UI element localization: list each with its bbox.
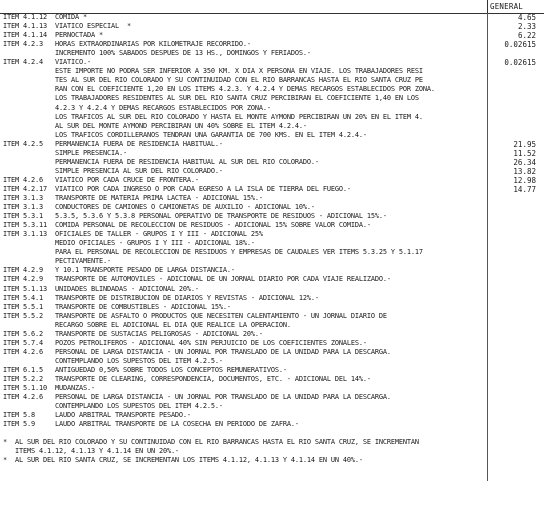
header-divider bbox=[487, 0, 488, 13]
general-value: 0.02615 bbox=[504, 58, 536, 68]
document-line: ITEM 5.5.2 TRANSPORTE DE ASFALTO O PRODUCTOS QUE NECESITEN CALENTAMIENTO - UN JORNAL DIARIO DE bbox=[3, 311, 387, 320]
general-value: 12.98 bbox=[513, 175, 536, 185]
document-line: LOS TRABAJADORES RESIDENTES AL SUR DEL RIO SANTA CRUZ PERCIBIRAN EL COEFICIENTE 1,40 EN LOS bbox=[3, 94, 419, 103]
general-value: 4.65 bbox=[517, 13, 536, 22]
general-value: 14.77 bbox=[513, 184, 536, 194]
document-line: ITEMS 4.1.12, 4.1.13 Y 4.1.14 EN UN 20%.- bbox=[3, 447, 179, 456]
values-column-divider bbox=[487, 13, 488, 481]
document-line: CONTEMPLANDO LOS SUPESTOS DEL ITEM 4.2.5.- bbox=[3, 356, 223, 365]
document-line: PERMANENCIA FUERA DE RESIDENCIA HABITUAL AL SUR DEL RIO COLORADO.- bbox=[3, 157, 319, 166]
document-line: PECTIVAMENTE.- bbox=[3, 257, 111, 266]
document-line: ITEM 5.1.10 MUDANZAS.- bbox=[3, 384, 95, 393]
document-line: ITEM 5.7.4 POZOS PETROLIFEROS - ADICIONAL 40% SIN PERJUICIO DE LOS COEFICIENTES ZONALES.- bbox=[3, 338, 367, 347]
document-line: RAN CON EL COEFICIENTE 1,20 EN LOS ITEMS 4.2.3. Y 4.2.4 Y DEMAS RECARGOS ESTABLECIDOS POR ZONA. bbox=[3, 85, 435, 94]
document-line: ITEM 4.2.9 Y 10.1 TRANSPORTE PESADO DE LARGA DISTANCIA.- bbox=[3, 266, 235, 275]
document-line: ITEM 4.2.9 TRANSPORTE DE AUTOMOVILES - ADICIONAL DE UN JORNAL DIARIO POR CADA VIAJE REALIZADO.- bbox=[3, 275, 391, 284]
document-line: ITEM 5.6.2 TRANSPORTE DE SUSTACIAS PELIGROSAS - ADICIONAL 20%.- bbox=[3, 329, 263, 338]
document-line: ITEM 5.5.1 TRANSPORTE DE COMBUSTIBLES - ADICIONAL 15%.- bbox=[3, 302, 231, 311]
general-value: 6.22 bbox=[517, 31, 536, 41]
document-line: SIMPLE PRESENCIA.- bbox=[3, 148, 127, 157]
document-line: MEDIO OFICIALES - GRUPOS I Y III - ADICIONAL 18%.- bbox=[3, 239, 255, 248]
document-line: ITEM 5.3.1 5.3.5, 5.3.6 Y 5.3.8 PERSONAL OPERATIVO DE TRANSPORTE DE RESIDUOS - ADICIONAL 15%.- bbox=[3, 212, 387, 221]
document-line: ITEM 4.1.14 PERNOCTADA * bbox=[3, 31, 103, 40]
document-line: LOS TRAFICOS AL SUR DEL RIO COLORADO Y HASTA EL MONTE AYMOND PERCIBIRAN UN 20% EN EL ITEM 4. bbox=[3, 112, 423, 121]
document-line: RECARGO SOBRE EL ADICIONAL EL DIA QUE REALICE LA OPERACION. bbox=[3, 320, 291, 329]
document-line: ITEM 4.2.6 PERSONAL DE LARGA DISTANCIA - UN JORNAL POR TRANSLADO DE LA UNIDAD PARA LA DESCARGA. bbox=[3, 393, 391, 402]
document-line: ITEM 5.1.13 UNIDADES BLINDADAS - ADICIONAL 20%.- bbox=[3, 284, 199, 293]
document-line: ITEM 5.2.2 TRANSPORTE DE CLEARING, CORRESPONDENCIA, DOCUMENTOS, ETC. - ADICIONAL DEL 14%.- bbox=[3, 375, 371, 383]
general-value: 13.82 bbox=[513, 166, 536, 176]
document-line: ITEM 5.8 LAUDO ARBITRAL TRANSPORTE PESADO.- bbox=[3, 411, 191, 420]
general-value: 0.02615 bbox=[504, 40, 536, 50]
document-line: ITEM 4.2.4 VIATICO.- bbox=[3, 58, 91, 67]
document-line: * AL SUR DEL RIO SANTA CRUZ, SE INCREMENTAN LOS ITEMS 4.1.12, 4.1.13 Y 4.1.14 EN UN 40%.- bbox=[3, 456, 363, 465]
document-line: TES AL SUR DEL RIO COLORADO Y SU CONTINUIDAD CON EL RIO BARRANCAS HASTA EL RIO SANTA CRUZ PE bbox=[3, 76, 423, 85]
document-line: ITEM 4.1.13 VIATICO ESPECIAL * bbox=[3, 22, 131, 31]
document-line: ITEM 6.1.5 ANTIGUEDAD 0,50% SOBRE TODOS LOS CONCEPTOS REMUNERATIVOS.- bbox=[3, 365, 287, 374]
document-line: INCREMENTO 100% SABADOS DESPUES DE 13 HS., DOMINGOS Y FERIADOS.- bbox=[3, 49, 311, 58]
general-value: 21.95 bbox=[513, 139, 536, 149]
document-line: ITEM 3.1.13 OFICIALES DE TALLER - GRUPOS I Y III - ADICIONAL 25% bbox=[3, 230, 263, 239]
document-line: ITEM 4.2.6 PERSONAL DE LARGA DISTANCIA - UN JORNAL POR TRANSLADO DE LA UNIDAD PARA LA DESCARGA. bbox=[3, 347, 391, 356]
general-value: 2.33 bbox=[517, 22, 536, 32]
table-header bbox=[0, 0, 544, 14]
document-line: SIMPLE PRESENCIA AL SUR DEL RIO COLORADO.- bbox=[3, 166, 223, 175]
document-line: ITEM 5.9 LAUDO ARBITRAL TRANSPORTE DE LA COSECHA EN PERIODO DE ZAFRA.- bbox=[3, 420, 299, 429]
document-line: ITEM 4.2.3 HORAS EXTRAORDINARIAS POR KILOMETRAJE RECORRIDO.- bbox=[3, 40, 251, 49]
document-line: ITEM 4.1.12 COMIDA * bbox=[3, 13, 87, 21]
document-line: CONTEMPLANDO LOS SUPESTOS DEL ITEM 4.2.5.- bbox=[3, 402, 223, 411]
document-line: 4.2.3 Y 4.2.4 Y DEMAS RECARGOS ESTABLECIDOS POR ZONA.- bbox=[3, 103, 271, 112]
document-line: ITEM 4.2.5 PERMANENCIA FUERA DE RESIDENCIA HABITUAL.- bbox=[3, 139, 223, 148]
document-line: ITEM 4.2.6 VIATICO POR CADA CRUCE DE FRONTERA.- bbox=[3, 175, 199, 184]
document-line: * AL SUR DEL RIO COLORADO Y SU CONTINUIDAD CON EL RIO BARRANCAS HASTA EL RIO SANTA CRUZ, SE INCREMENTAN bbox=[3, 438, 419, 447]
document-line: PARA EL PERSONAL DE RECOLECCION DE RESIDUOS Y EMPRESAS DE CAUDALES VER ITEMS 5.3.25 Y 5.1.17 bbox=[3, 248, 423, 257]
general-value: 11.52 bbox=[513, 148, 536, 158]
document-line: ESTE IMPORTE NO PODRA SER INFERIOR A 350 KM. X DIA X PERSONA EN VIAJE. LOS TRABAJADORES RESI bbox=[3, 67, 423, 76]
document-line: LOS TRAFICOS CORDILLERANOS TENDRAN UNA GARANTIA DE 700 KMS. EN EL ITEM 4.2.4.- bbox=[3, 130, 367, 139]
document-line: ITEM 4.2.17 VIATICO POR CADA INGRESO O POR CADA EGRESO A LA ISLA DE TIERRA DEL FUEGO.- bbox=[3, 184, 351, 193]
document-line: ITEM 3.1.3 TRANSPORTE DE MATERIA PRIMA LACTEA - ADICIONAL 15%.- bbox=[3, 194, 263, 202]
document-line: ITEM 5.4.1 TRANSPORTE DE DISTRIBUCION DE DIARIOS Y REVISTAS - ADICIONAL 12%.- bbox=[3, 293, 319, 302]
document-line: ITEM 5.3.11 COMIDA PERSONAL DE RECOLECCION DE RESIDUOS - ADICIONAL 15% SOBRE VALOR COMIDA.- bbox=[3, 221, 371, 230]
document-line: AL SUR DEL MONTE AYMOND PERCIBIRAN UN 40% SOBRE EL ITEM 4.2.4.- bbox=[3, 121, 307, 130]
general-value: 26.34 bbox=[513, 157, 536, 167]
column-header-general: GENERAL bbox=[490, 2, 524, 11]
document-line: ITEM 3.1.3 CONDUCTORES DE CAMIONES O CAMIONETAS DE AUXILIO - ADICIONAL 10%.- bbox=[3, 203, 315, 212]
